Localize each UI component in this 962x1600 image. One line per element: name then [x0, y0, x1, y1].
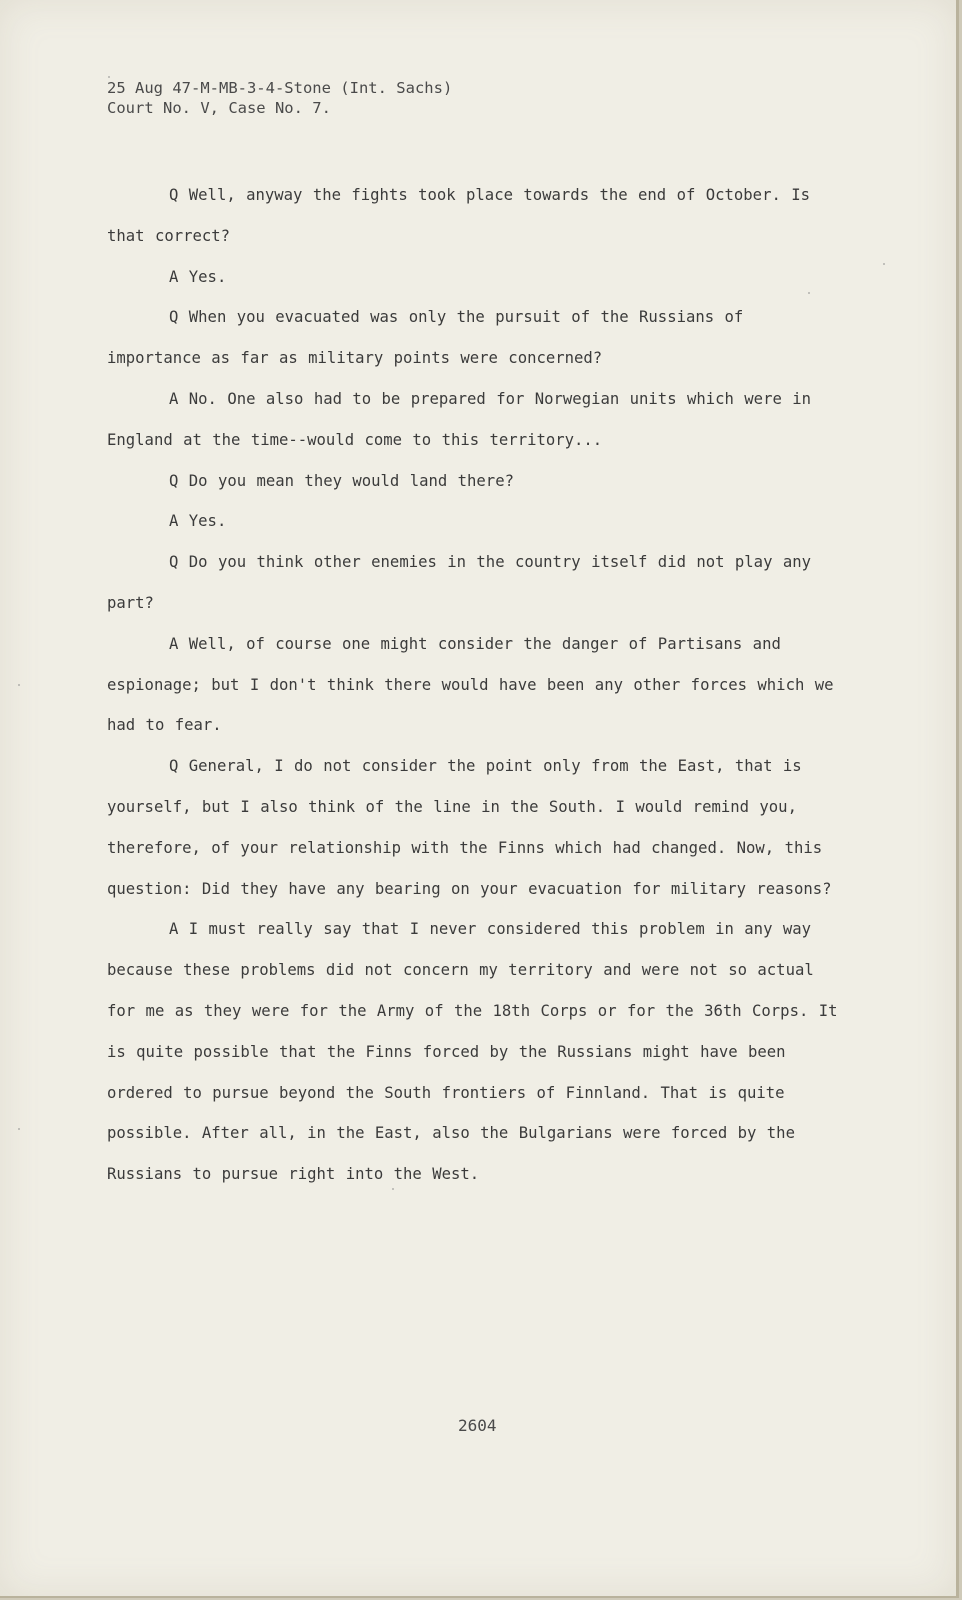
- paper-speck: [18, 1128, 20, 1130]
- transcript-paragraph: A No. One also had to be prepared for Norwegian units which were in England at the time--would come to this territory...: [107, 389, 812, 449]
- transcript-paragraph: Q Do you mean they would land there?: [169, 471, 514, 490]
- paper-speck: [392, 1188, 394, 1190]
- paper-speck: [808, 292, 810, 294]
- transcript-body: [107, 175, 847, 1195]
- paper-speck: [108, 76, 110, 78]
- header-reference-line: 25 Aug 47-M-MB-3-4-Stone (Int. Sachs): [107, 79, 453, 97]
- transcript-paragraph: Q Do you think other enemies in the country itself did not play any part?: [107, 553, 812, 612]
- transcript-paragraph: A Yes.: [169, 512, 227, 531]
- transcript-paragraph: A I must really say that I never considered this problem in any way because these problems did not concern my territory and were not so actual for me as they were for the Army of the 18th Corps or for the 36th Corps. It is quite possible that the Finns forced by the Russians might have been ordered to pursue beyond the South frontiers of Finnland. That is quite possible. After all, in the East, also the Bulgarians were forced by the Russians to pursue right into the West.: [107, 920, 838, 1184]
- document-header: [107, 78, 452, 118]
- transcript-paragraph: A Well, of course one might consider the danger of Partisans and espionage; but I don't think there would have been any other forces which we had to fear.: [107, 634, 834, 735]
- header-court-line: Court No. V, Case No. 7.: [107, 99, 331, 117]
- transcript-paragraph: Q Well, anyway the fights took place towards the end of October. Is that correct?: [107, 186, 811, 245]
- transcript-paragraph: Q When you evacuated was only the pursuit of the Russians of importance as far as military points were concerned?: [107, 308, 744, 368]
- transcript-paragraph: Q General, I do not consider the point only from the East, that is yourself, but I also think of the line in the South. I would remind you, therefore, of your relationship with the Finns which had changed. Now, this question: Did they have any bearing on your evacuation for military reasons?: [107, 757, 832, 898]
- page-number: 2604: [458, 1416, 497, 1435]
- paper-speck: [883, 263, 885, 265]
- paper-speck: [18, 684, 20, 686]
- transcript-paragraph: A Yes.: [169, 267, 227, 286]
